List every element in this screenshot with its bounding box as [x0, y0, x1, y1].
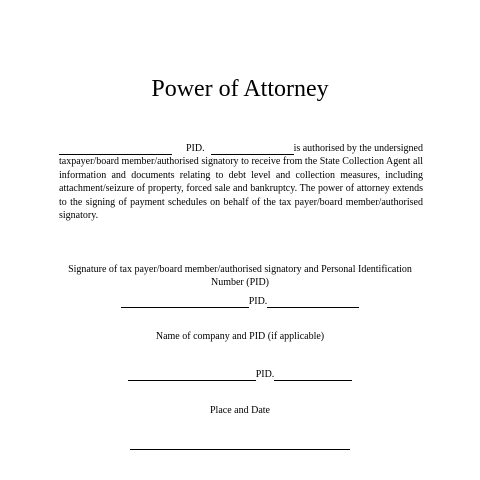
document-title: Power of Attorney: [151, 76, 329, 102]
authorisation-first-line: [59, 142, 423, 155]
is-authorised-text: is authorised by the undersigned: [293, 143, 423, 154]
company-label: Name of company and PID (if applicable): [155, 331, 325, 342]
authorised-person-name-blank[interactable]: [59, 145, 172, 155]
company-pid-blank[interactable]: [274, 371, 352, 381]
signature-blank[interactable]: [121, 298, 249, 308]
company-line-row: [0, 368, 480, 385]
signature-line-row: [0, 295, 480, 312]
company-pid-label: PID.: [255, 369, 275, 380]
authorised-pid-blank[interactable]: [211, 145, 294, 155]
company-name-blank[interactable]: [128, 371, 256, 381]
authorised-pid-label: PID.: [185, 143, 205, 154]
signature-pid-label: PID.: [248, 296, 268, 307]
signature-pid-blank[interactable]: [267, 298, 359, 308]
signature-label: Signature of tax payer/board member/authorised signatory and Personal Identification Number (PID): [68, 264, 412, 288]
place-date-label: Place and Date: [210, 405, 270, 416]
authorisation-paragraph: [59, 142, 423, 222]
authorisation-body-text: taxpayer/board member/authorised signatory to receive from the State Collection Agent all information and documents relating to debt level and collection measures, including attachment/seizure of property, forced sale and bankruptcy. The power of attorney extends to the signing of payment schedules on behalf of the tax payer/board member/authorised signatory.: [59, 156, 423, 222]
place-date-blank[interactable]: [130, 449, 350, 450]
